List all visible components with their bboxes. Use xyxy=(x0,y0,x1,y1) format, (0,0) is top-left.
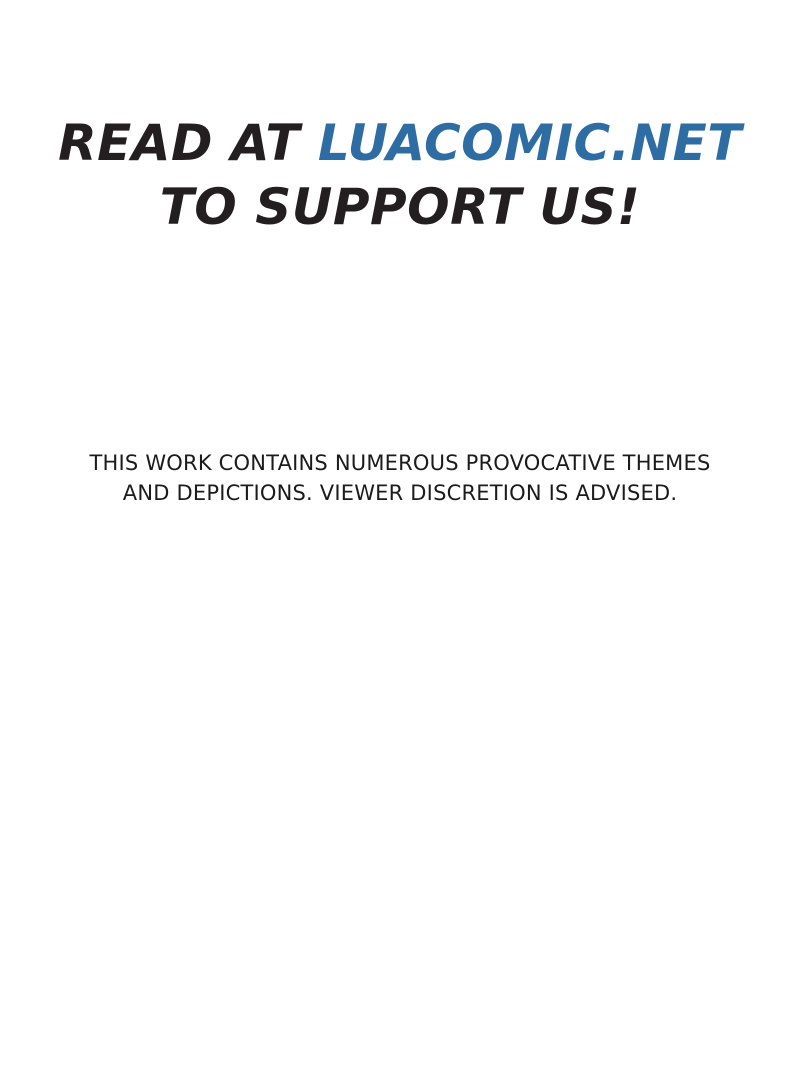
support-headline xyxy=(0,114,800,236)
notice-line-two: AND DEPICTIONS. VIEWER DISCRETION IS ADVISED. xyxy=(122,481,678,506)
headline-line-one xyxy=(0,114,800,172)
headline-site-name[interactable]: LUACOMIC.NET xyxy=(317,114,742,172)
headline-line-two: TO SUPPORT US! xyxy=(159,178,641,236)
content-warning-notice xyxy=(0,448,800,509)
headline-read-at-text: READ AT xyxy=(58,114,318,172)
notice-line-one: THIS WORK CONTAINS NUMEROUS PROVOCATIVE THEMES xyxy=(89,451,711,475)
